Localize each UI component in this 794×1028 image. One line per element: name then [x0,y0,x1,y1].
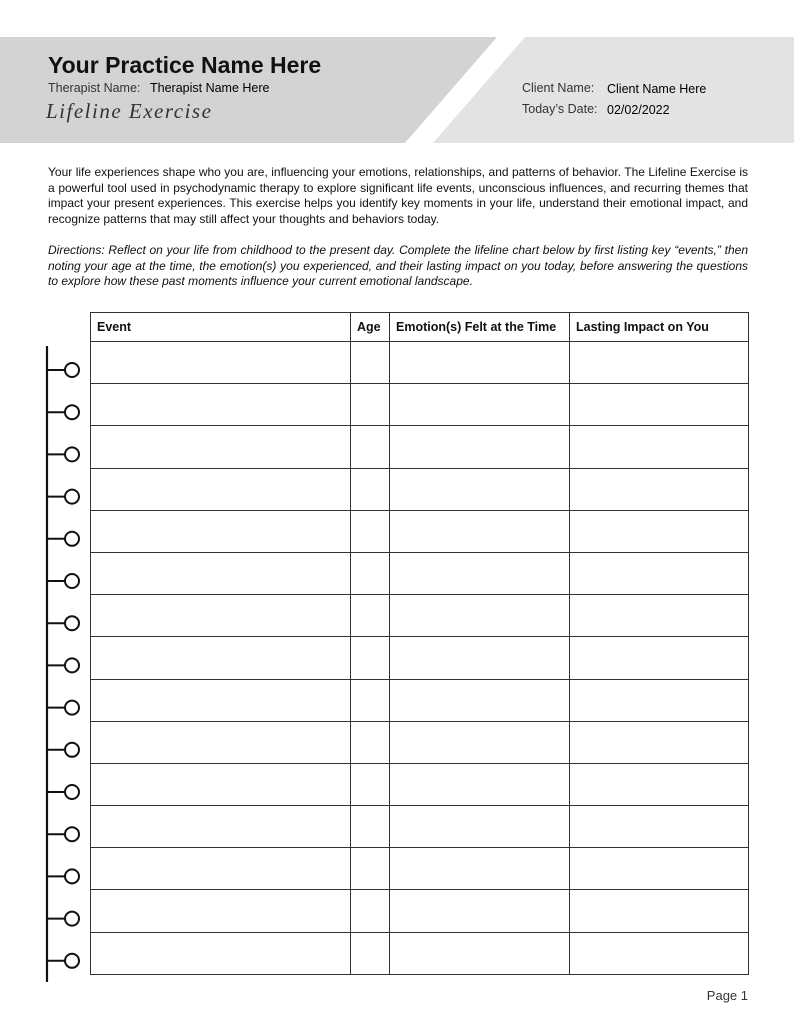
event-cell[interactable] [91,384,351,426]
impact-cell[interactable] [570,595,749,637]
directions-paragraph: Directions: Reflect on your life from childhood to the present day. Complete the lifeline chart below by first listing key “events,” then noting your age at the time, the emotion(s) you experienced, and their lasting impact on you today, before answering the questions to explore how these past moments influence your current emotional landscape. [48,243,748,288]
table-row [91,637,749,679]
timeline-node-icon [65,912,79,926]
age-cell[interactable] [351,595,390,637]
emotions-cell[interactable] [390,721,570,763]
age-cell[interactable] [351,763,390,805]
impact-cell[interactable] [570,468,749,510]
event-cell[interactable] [91,806,351,848]
age-cell[interactable] [351,806,390,848]
table-row [91,679,749,721]
impact-cell[interactable] [570,510,749,552]
emotions-cell[interactable] [390,679,570,721]
impact-cell[interactable] [570,552,749,594]
impact-cell[interactable] [570,932,749,974]
timeline-node-icon [65,447,79,461]
timeline-node-icon [65,954,79,968]
timeline-node-icon [65,616,79,630]
impact-cell[interactable] [570,721,749,763]
table-row [91,384,749,426]
impact-cell[interactable] [570,679,749,721]
timeline-node-icon [65,405,79,419]
timeline-node-icon [65,869,79,883]
event-cell[interactable] [91,932,351,974]
page-number: Page 1 [706,988,748,1003]
age-cell[interactable] [351,384,390,426]
timeline-node-icon [65,532,79,546]
emotions-cell[interactable] [390,384,570,426]
table-row [91,806,749,848]
event-cell[interactable] [91,679,351,721]
timeline-node-icon [65,827,79,841]
table-row [91,426,749,468]
date-value[interactable]: 02/02/2022 [607,103,670,117]
table-row [91,721,749,763]
emotions-cell[interactable] [390,848,570,890]
age-cell[interactable] [351,637,390,679]
event-cell[interactable] [91,848,351,890]
lifeline-timeline [0,0,90,1028]
timeline-node-icon [65,574,79,588]
age-cell[interactable] [351,932,390,974]
worksheet-title: Lifeline Exercise [46,99,213,123]
event-cell[interactable] [91,552,351,594]
event-cell[interactable] [91,890,351,932]
timeline-node-icon [65,743,79,757]
table-row [91,342,749,384]
table-row [91,932,749,974]
emotions-cell[interactable] [390,342,570,384]
column-header-event: Event [91,313,351,342]
event-cell[interactable] [91,426,351,468]
event-cell[interactable] [91,721,351,763]
table-row [91,468,749,510]
date-label: Today’s Date: [522,102,598,116]
impact-cell[interactable] [570,384,749,426]
impact-cell[interactable] [570,848,749,890]
timeline-node-icon [65,363,79,377]
column-header-emotions: Emotion(s) Felt at the Time [390,313,570,342]
impact-cell[interactable] [570,890,749,932]
emotions-cell[interactable] [390,806,570,848]
column-header-impact: Lasting Impact on You [570,313,749,342]
table-row [91,890,749,932]
therapist-value[interactable]: Therapist Name Here [150,81,270,95]
impact-cell[interactable] [570,637,749,679]
table-row [91,552,749,594]
event-cell[interactable] [91,468,351,510]
emotions-cell[interactable] [390,595,570,637]
lifeline-table [90,312,749,975]
age-cell[interactable] [351,552,390,594]
therapist-label: Therapist Name: [48,81,141,95]
table-row [91,510,749,552]
age-cell[interactable] [351,890,390,932]
emotions-cell[interactable] [390,932,570,974]
age-cell[interactable] [351,342,390,384]
timeline-node-icon [65,785,79,799]
age-cell[interactable] [351,468,390,510]
age-cell[interactable] [351,510,390,552]
age-cell[interactable] [351,679,390,721]
event-cell[interactable] [91,342,351,384]
emotions-cell[interactable] [390,426,570,468]
event-cell[interactable] [91,510,351,552]
table-row [91,848,749,890]
emotions-cell[interactable] [390,552,570,594]
timeline-node-icon [65,658,79,672]
emotions-cell[interactable] [390,890,570,932]
table-row [91,595,749,637]
client-value[interactable]: Client Name Here [607,82,707,96]
event-cell[interactable] [91,637,351,679]
timeline-node-icon [65,701,79,715]
intro-paragraph: Your life experiences shape who you are, influencing your emotions, relationships, and patterns of behavior. The Lifeline Exercise is a powerful tool used in psychodynamic therapy to explore significant life events, unconscious influences, and recurring themes that impact your present experiences. This exercise helps you identify key moments in your life, understand their emotional impact, and recognize patterns that may still affect your thoughts and behaviors today. [48,165,748,226]
emotions-cell[interactable] [390,510,570,552]
emotions-cell[interactable] [390,763,570,805]
emotions-cell[interactable] [390,468,570,510]
impact-cell[interactable] [570,806,749,848]
timeline-node-icon [65,490,79,504]
impact-cell[interactable] [570,342,749,384]
age-cell[interactable] [351,426,390,468]
event-cell[interactable] [91,595,351,637]
age-cell[interactable] [351,721,390,763]
age-cell[interactable] [351,848,390,890]
event-cell[interactable] [91,763,351,805]
practice-name: Your Practice Name Here [48,52,322,78]
table-row [91,763,749,805]
impact-cell[interactable] [570,426,749,468]
client-label: Client Name: [522,81,595,95]
impact-cell[interactable] [570,763,749,805]
column-header-age: Age [351,313,390,342]
emotions-cell[interactable] [390,637,570,679]
